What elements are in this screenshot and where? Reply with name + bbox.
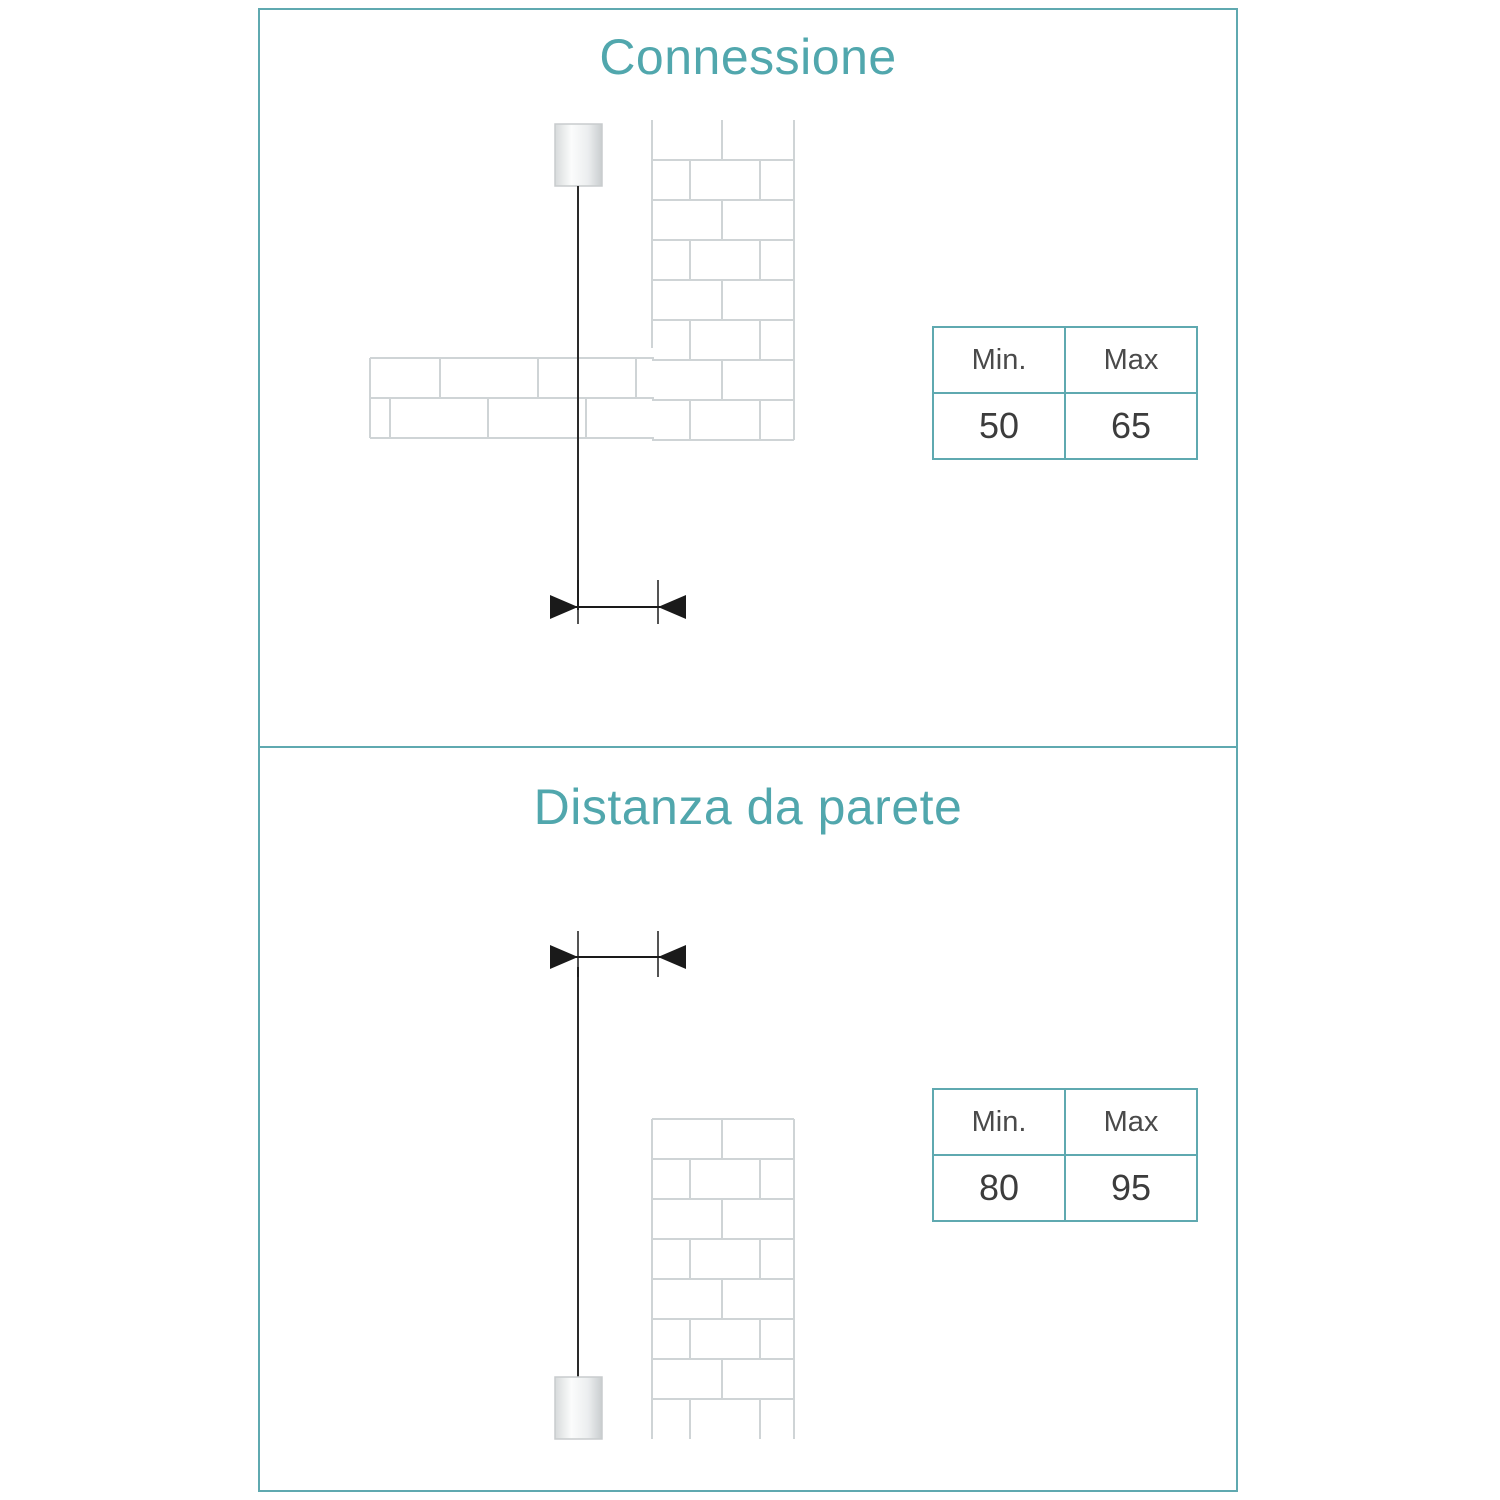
table-value-min: 50 xyxy=(933,393,1065,459)
table-row xyxy=(933,393,1197,459)
table-distanza xyxy=(932,1088,1198,1222)
flue-pipe xyxy=(555,124,602,610)
panel-distanza xyxy=(260,748,1236,1492)
table-header-min: Min. xyxy=(933,1089,1065,1155)
panel-title-distanza: Distanza da parete xyxy=(533,779,963,835)
table-header-min: Min. xyxy=(933,327,1065,393)
table-row xyxy=(933,1089,1197,1155)
table-header-max: Max xyxy=(1065,327,1197,393)
flue-pipe xyxy=(555,967,602,1439)
table-connessione xyxy=(932,326,1198,460)
table-row xyxy=(933,1155,1197,1221)
wall-vertical-bricks xyxy=(652,120,794,440)
panel-title-connessione: Connessione xyxy=(599,29,897,85)
table-row xyxy=(933,327,1197,393)
dimension-line-distanza xyxy=(550,931,686,977)
dimension-line-connessione xyxy=(550,580,686,624)
wall-vertical-bricks xyxy=(652,1119,794,1439)
table-header-max: Max xyxy=(1065,1089,1197,1155)
table-value-max: 65 xyxy=(1065,393,1197,459)
table-value-max: 95 xyxy=(1065,1155,1197,1221)
wall-horizontal-bricks xyxy=(370,358,654,438)
drawing-sheet xyxy=(258,8,1238,1492)
table-value-min: 80 xyxy=(933,1155,1065,1221)
panel-connessione xyxy=(260,10,1236,748)
